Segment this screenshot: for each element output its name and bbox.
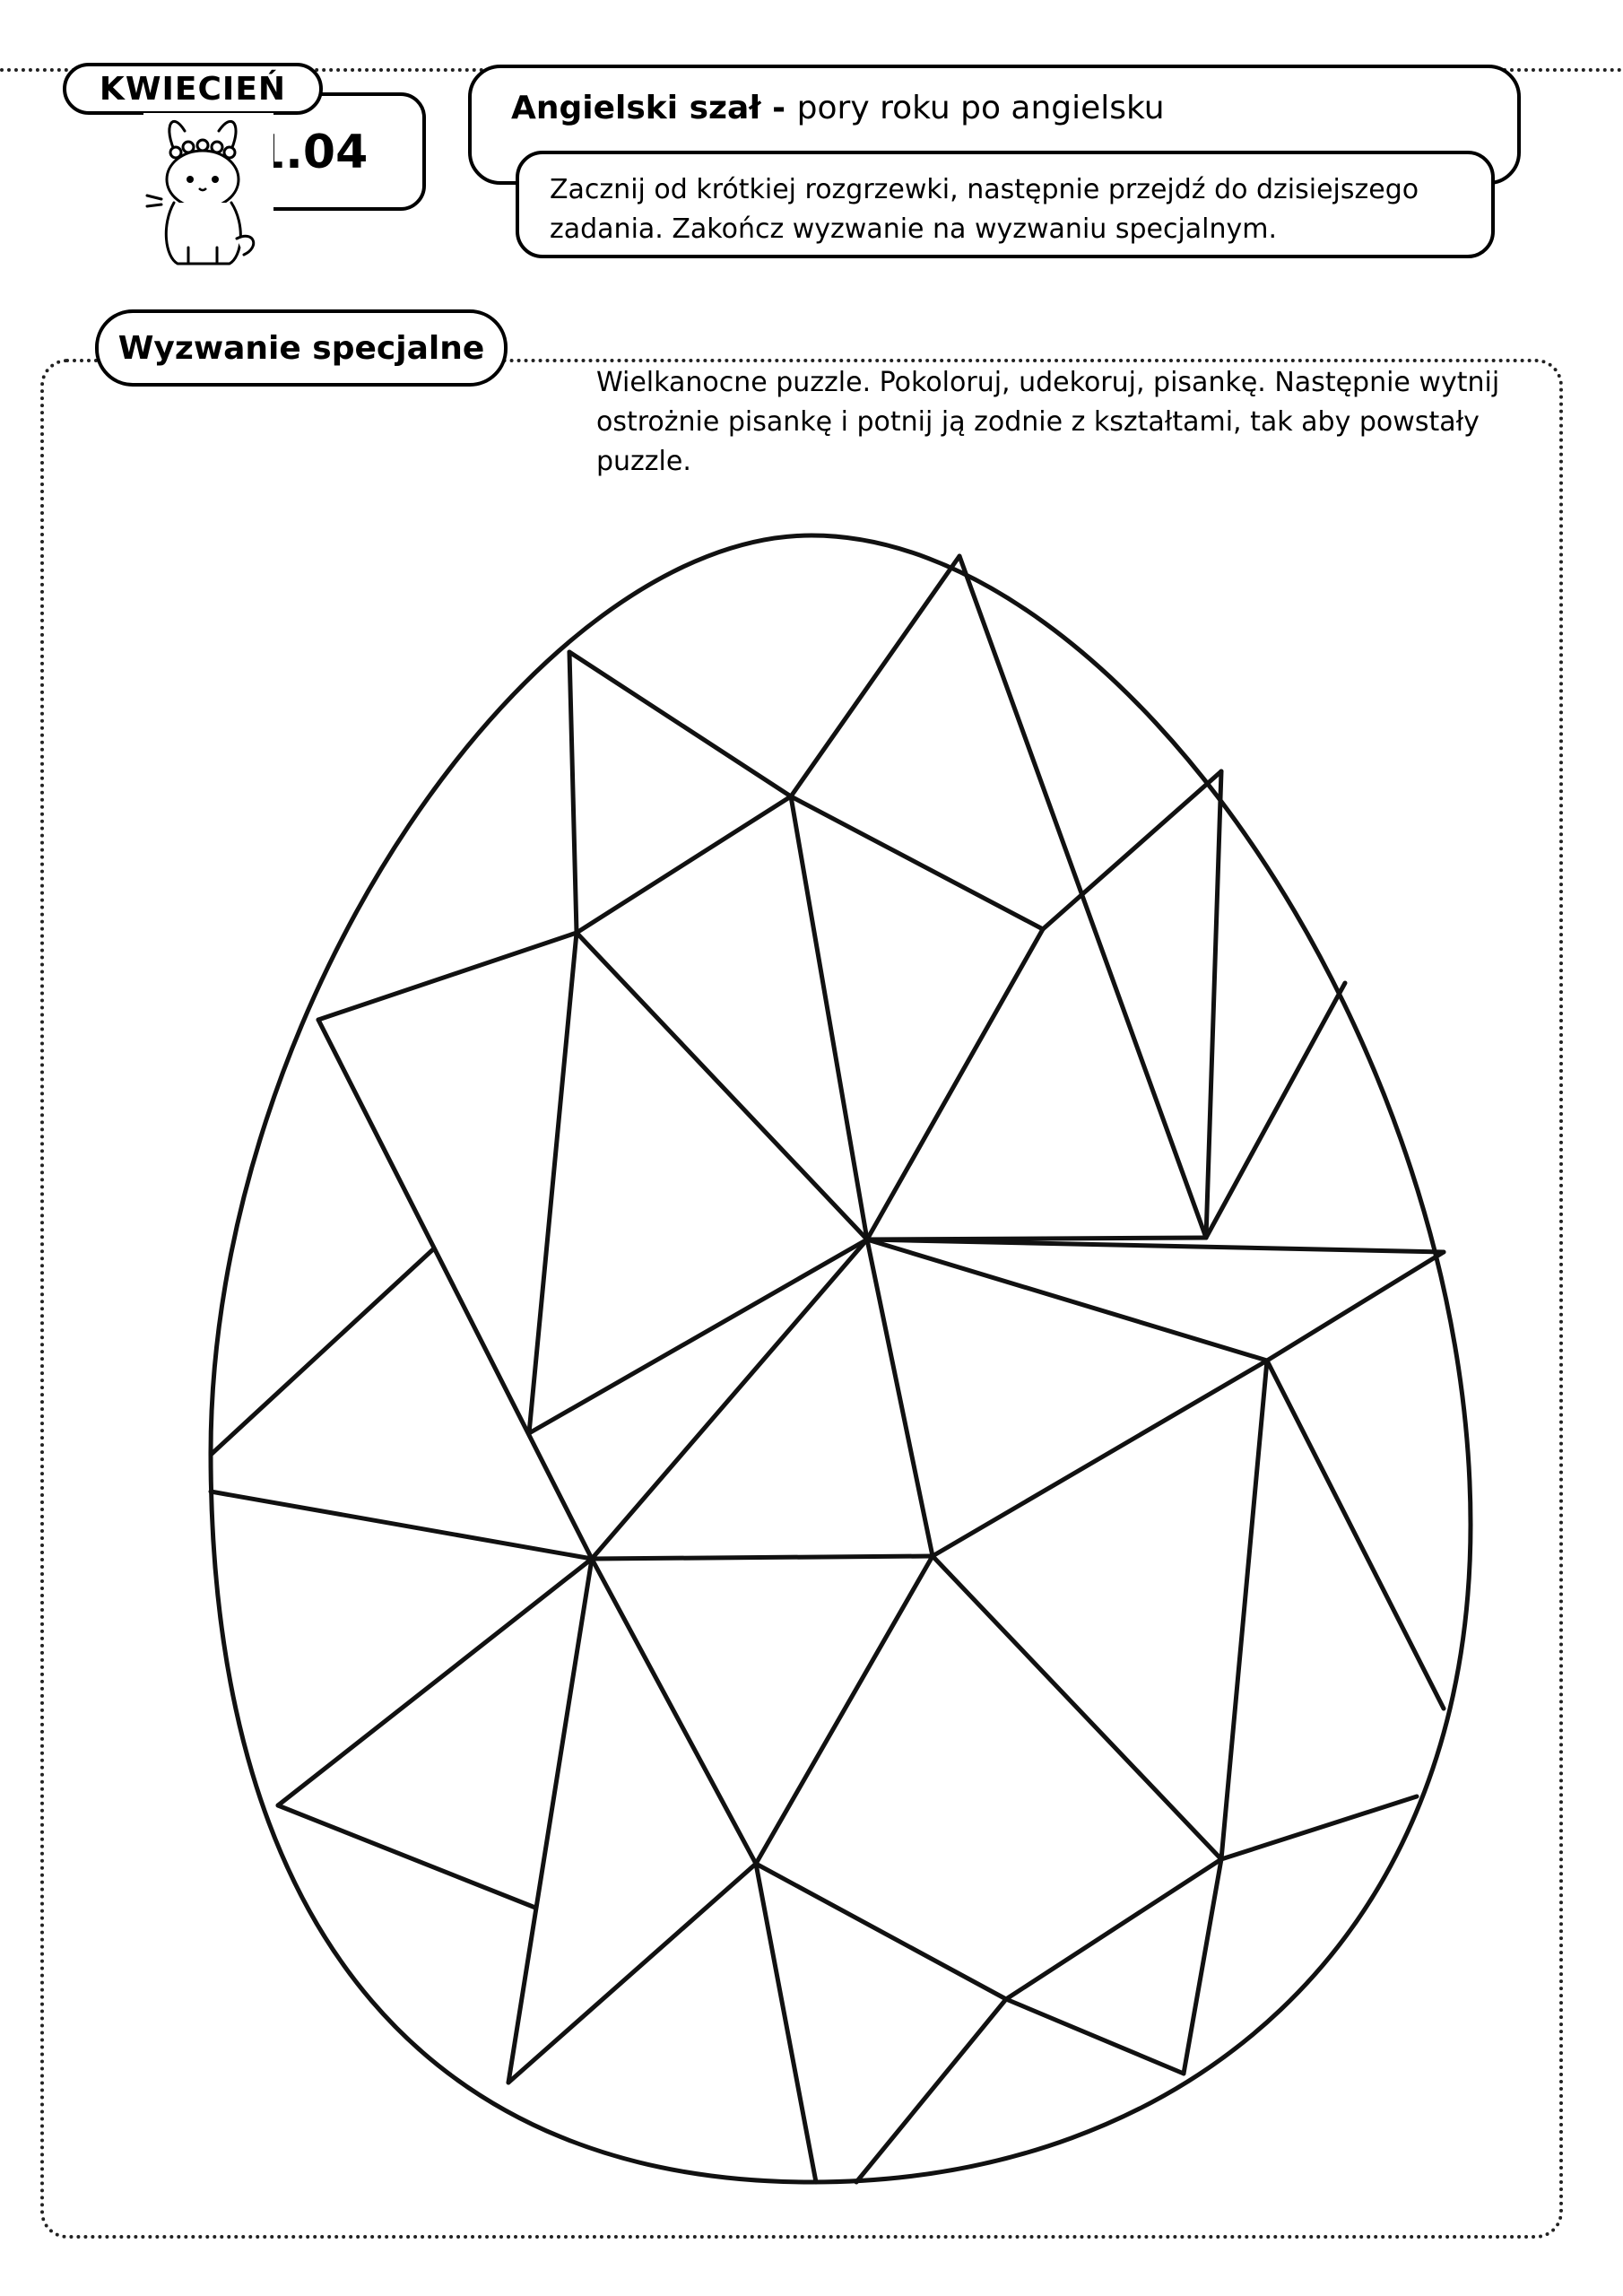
puzzle-line	[1267, 1361, 1444, 1709]
month-badge: KWIECIEŃ	[63, 63, 323, 115]
puzzle-line	[933, 1361, 1267, 1556]
puzzle-line	[592, 1556, 933, 1559]
puzzle-line	[867, 1239, 1267, 1361]
puzzle-line	[1184, 1859, 1221, 2074]
task-description: Wielkanocne puzzle. Pokoloruj, udekoruj, pisankę. Następnie wytnij ostrożnie pisankę i potnij ją zodnie z kształtami, tak aby powstały puzzle.	[596, 367, 1500, 477]
puzzle-line	[756, 1556, 933, 1864]
puzzle-line	[569, 652, 577, 933]
puzzle-line	[529, 1239, 867, 1433]
section-title: Wyzwanie specjalne	[95, 309, 508, 387]
puzzle-line	[867, 929, 1043, 1239]
egg-outline	[211, 535, 1471, 2182]
puzzle-line	[577, 796, 791, 933]
puzzle-line	[318, 1020, 592, 1559]
puzzle-line	[278, 1559, 592, 1805]
puzzle-line	[1221, 1361, 1267, 1859]
puzzle-line	[791, 796, 1043, 929]
puzzle-line	[318, 933, 577, 1020]
puzzle-line	[1206, 983, 1345, 1238]
puzzle-line	[1221, 1796, 1417, 1859]
puzzle-line	[867, 1239, 1444, 1252]
title-bold: Angielski szał -	[511, 90, 797, 126]
puzzle-line	[1043, 771, 1221, 929]
instructions-box: Zacznij od krótkiej rozgrzewki, następnie przejdź do dzisiejszego zadania. Zakończ wyzwanie na wyzwaniu specjalnym.	[516, 151, 1495, 258]
title-topic: pory roku po angielsku	[796, 90, 1165, 126]
puzzle-line	[933, 1556, 1221, 1859]
puzzle-line	[211, 1492, 592, 1559]
puzzle-line	[791, 556, 959, 796]
puzzle-line	[508, 1864, 756, 2083]
puzzle-line	[756, 1864, 816, 2182]
puzzle-line	[1267, 1252, 1444, 1361]
puzzle-line	[529, 933, 577, 1433]
puzzle-line	[278, 1805, 535, 1908]
puzzle-line	[569, 652, 791, 796]
puzzle-line	[592, 1559, 756, 1864]
puzzle-line	[1206, 771, 1221, 1238]
date-label: 1.04	[253, 126, 369, 179]
puzzle-line	[211, 1249, 433, 1455]
puzzle-line	[959, 556, 1206, 1238]
puzzle-line	[756, 1864, 1006, 1999]
puzzle-line	[1006, 1859, 1221, 1999]
puzzle-line	[867, 1239, 933, 1556]
puzzle-line	[508, 1559, 592, 2083]
puzzle-line	[592, 1239, 867, 1559]
puzzle-line	[856, 1999, 1006, 2182]
puzzle-line	[1006, 1999, 1184, 2074]
